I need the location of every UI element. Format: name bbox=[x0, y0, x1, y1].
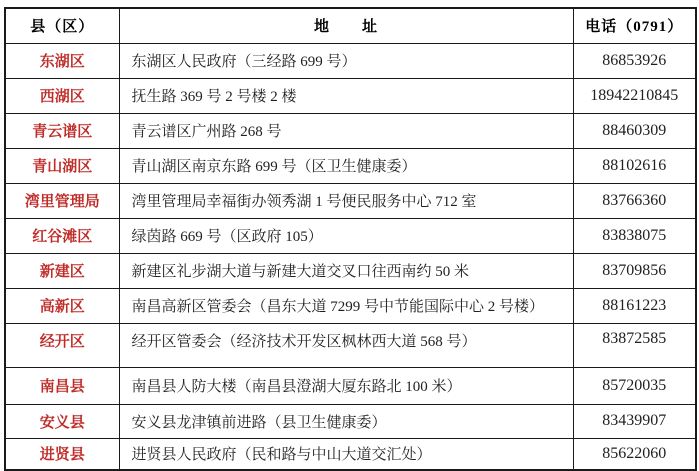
district-phone: 83766360 bbox=[573, 183, 696, 218]
district-name: 西湖区 bbox=[5, 78, 119, 113]
table-row bbox=[5, 113, 696, 148]
table-row bbox=[5, 404, 696, 438]
table-header bbox=[5, 8, 696, 43]
header-district: 县（区） bbox=[5, 8, 119, 43]
table-row bbox=[5, 43, 696, 78]
district-address: 青山湖区南京东路 699 号（区卫生健康委） bbox=[119, 148, 573, 183]
district-phone: 88161223 bbox=[573, 288, 696, 323]
district-phone: 85720035 bbox=[573, 367, 696, 404]
table-row bbox=[5, 367, 696, 404]
district-address: 东湖区人民政府（三经路 699 号） bbox=[119, 43, 573, 78]
table-row bbox=[5, 438, 696, 470]
district-contact-table bbox=[4, 7, 697, 471]
header-address: 地 址 bbox=[119, 8, 573, 43]
district-phone: 83439907 bbox=[573, 404, 696, 438]
district-phone: 85622060 bbox=[573, 438, 696, 470]
district-name: 南昌县 bbox=[5, 367, 119, 404]
district-address: 南昌高新区管委会（昌东大道 7299 号中节能国际中心 2 号楼） bbox=[119, 288, 573, 323]
table-row bbox=[5, 148, 696, 183]
district-name: 新建区 bbox=[5, 253, 119, 288]
district-address: 湾里管理局幸福街办领秀湖 1 号便民服务中心 712 室 bbox=[119, 183, 573, 218]
district-contact-table-container bbox=[4, 7, 695, 471]
district-phone: 88460309 bbox=[573, 113, 696, 148]
district-phone: 83709856 bbox=[573, 253, 696, 288]
district-phone: 88102616 bbox=[573, 148, 696, 183]
header-phone: 电话（0791） bbox=[573, 8, 696, 43]
table-row bbox=[5, 183, 696, 218]
table-row bbox=[5, 323, 696, 367]
table-body bbox=[5, 43, 696, 470]
table-row bbox=[5, 218, 696, 253]
district-name: 安义县 bbox=[5, 404, 119, 438]
district-address: 进贤县人民政府（民和路与中山大道交汇处） bbox=[119, 438, 573, 470]
district-phone: 86853926 bbox=[573, 43, 696, 78]
district-name: 高新区 bbox=[5, 288, 119, 323]
district-address: 安义县龙津镇前进路（县卫生健康委） bbox=[119, 404, 573, 438]
header-row bbox=[5, 8, 696, 43]
district-name: 红谷滩区 bbox=[5, 218, 119, 253]
district-name: 青山湖区 bbox=[5, 148, 119, 183]
table-row bbox=[5, 288, 696, 323]
district-name: 进贤县 bbox=[5, 438, 119, 470]
district-name: 青云谱区 bbox=[5, 113, 119, 148]
district-address: 新建区礼步湖大道与新建大道交叉口往西南约 50 米 bbox=[119, 253, 573, 288]
district-address: 南昌县人防大楼（南昌县澄湖大厦东路北 100 米） bbox=[119, 367, 573, 404]
table-row bbox=[5, 253, 696, 288]
table-row bbox=[5, 78, 696, 113]
district-address: 青云谱区广州路 268 号 bbox=[119, 113, 573, 148]
district-address: 抚生路 369 号 2 号楼 2 楼 bbox=[119, 78, 573, 113]
district-phone: 83872585 bbox=[573, 323, 696, 367]
district-name: 湾里管理局 bbox=[5, 183, 119, 218]
district-address: 经开区管委会（经济技术开发区枫林西大道 568 号） bbox=[119, 323, 573, 367]
district-phone: 18942210845 bbox=[573, 78, 696, 113]
district-phone: 83838075 bbox=[573, 218, 696, 253]
district-name: 经开区 bbox=[5, 323, 119, 367]
district-name: 东湖区 bbox=[5, 43, 119, 78]
district-address: 绿茵路 669 号（区政府 105） bbox=[119, 218, 573, 253]
